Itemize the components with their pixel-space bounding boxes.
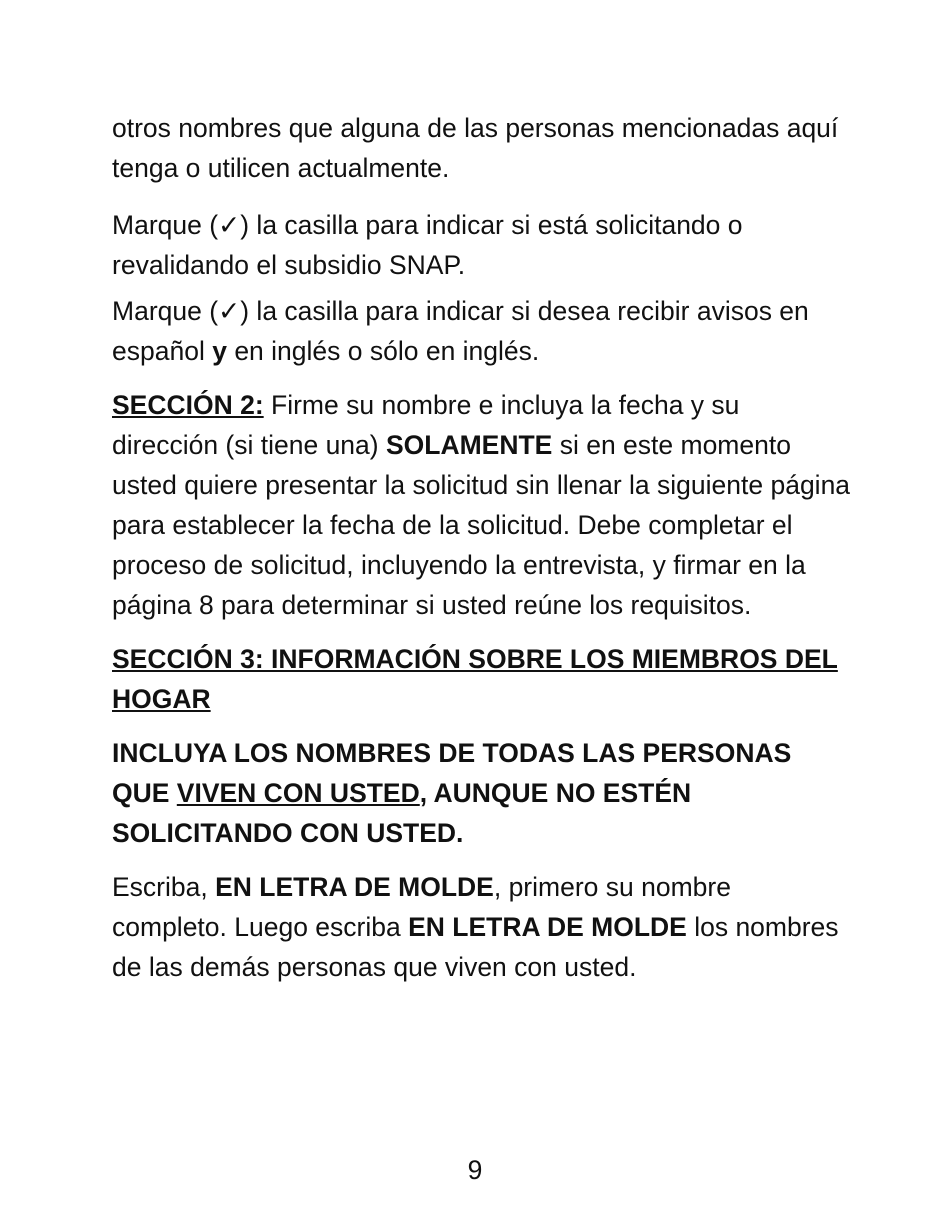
section-2-paragraph — [112, 385, 852, 625]
write-part3: los nombres de las demás personas que viven con usted. — [112, 912, 839, 982]
notices-text-part1: Marque (✓) la casilla para indicar si desea recibir avisos en español — [112, 296, 809, 366]
household-instruction — [112, 733, 852, 853]
paragraph-mark-snap: Marque (✓) la casilla para indicar si está solicitando o revalidando el subsidio SNAP. — [112, 210, 743, 280]
section-3-heading: SECCIÓN 3: INFORMACIÓN SOBRE LOS MIEMBROS DEL HOGAR — [112, 644, 838, 714]
paragraph-write-names — [112, 867, 852, 987]
write-bold1: EN LETRA DE MOLDE — [215, 872, 494, 902]
section-2-bold-solamente: SOLAMENTE — [385, 430, 553, 460]
write-bold2: EN LETRA DE MOLDE — [408, 912, 687, 942]
instruction-underlined: VIVEN CON USTED — [176, 778, 420, 808]
notices-bold-y: y — [212, 336, 227, 366]
write-part2: , primero su nombre completo. Luego escriba — [112, 872, 731, 942]
paragraph-other-names: otros nombres que alguna de las personas mencionadas aquí tenga o utilicen actualmente. — [112, 113, 839, 183]
page-content — [112, 108, 852, 987]
instruction-part2: , AUNQUE NO ESTÉN SOLICITANDO CON USTED. — [112, 778, 692, 848]
paragraph-mark-notices — [112, 291, 852, 371]
page-number: 9 — [467, 1155, 483, 1185]
instruction-part1: INCLUYA LOS NOMBRES DE TODAS LAS PERSONAS QUE — [112, 738, 792, 808]
section-2-text-part1: Firme su nombre e incluya la fecha y su dirección (si tiene una) — [112, 390, 740, 460]
section-2-text-part2: si en este momento usted quiere presentar la solicitud sin llenar la siguiente página para establecer la fecha de la solicitud. Debe completar el proceso de solicitud, incluyendo la entrevista, y firmar en la página 8 para determinar si usted reúne los requisitos. — [112, 430, 851, 620]
notices-text-part2: en inglés o sólo en inglés. — [226, 336, 540, 366]
write-part1: Escriba, — [112, 872, 216, 902]
section-2-heading: SECCIÓN 2: — [112, 390, 264, 420]
